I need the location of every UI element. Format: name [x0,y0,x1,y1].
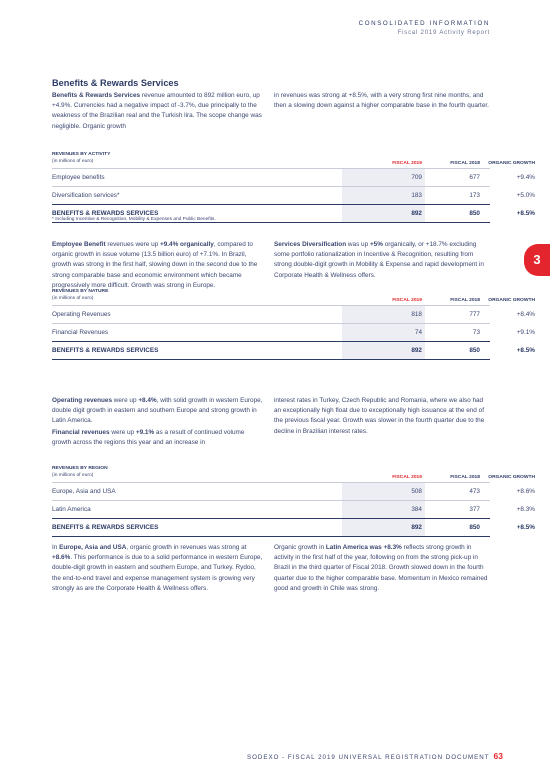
row-fy2018: 777 [469,311,480,318]
operating-revenues-growth: +8.4% [138,397,157,404]
table-total-row [52,341,535,360]
text-fragment: reflects strong growth in activity in the first half of the year, following on from the strong pick-up in Brazil in the third quarter of Fiscal 2018. Growth slowed down in the fourth quarter due to the higher comparable base. Momentum in Mexico remained good and growth in Chile was strong. [274,544,488,592]
europe-growth: +8.6% [52,554,71,562]
table-title: REVENUES BY ACTIVITY [52,152,111,157]
row-name: Europe, Asia and USA [52,488,116,495]
footer-text: SODEXO - FISCAL 2019 UNIVERSAL REGISTRATION DOCUMENT [246,754,490,761]
col-fiscal-2019: FISCAL 2019 [392,161,422,166]
table-unit: (in millions of euro) [52,295,94,301]
row-fy2019: 709 [411,174,422,181]
page-footer [247,751,503,761]
table-footnote: * Including Incentive & Recognition, Mobility & Expenses and Public Benefits. [52,217,216,222]
table-header [52,466,535,482]
col-organic-growth: ORGANIC GROWTH [488,475,535,480]
col-fiscal-2018: FISCAL 2018 [450,475,480,480]
diversification-growth: +5% [369,241,383,248]
revenues-by-nature-table [52,289,535,360]
table-label [52,152,110,165]
table-header [52,289,535,305]
employee-benefit-growth: +9.4% organically [159,241,214,248]
total-fy2019: 892 [411,347,422,354]
financial-revenues-lead: Financial revenues [52,429,110,436]
total-name: BENEFITS & REWARDS SERVICES [52,210,159,217]
table-row [52,500,535,518]
employee-benefit-lead: Employee Benefit [52,241,106,248]
row-growth: +8.4% [516,311,535,318]
revenues-by-activity-table [52,152,535,223]
table-row [52,482,535,500]
row-fy2019: 74 [414,329,422,336]
table-total-row [52,518,535,537]
operating-revenues-lead: Operating revenues [52,397,113,404]
intro-left-paragraph [52,91,264,132]
col-organic-growth: ORGANIC GROWTH [488,161,535,166]
row-name: Operating Revenues [52,311,111,318]
row-name: Latin America [52,506,91,513]
page-number: 63 [493,751,503,761]
row-growth: +9.1% [516,329,535,336]
table-label [52,466,108,479]
text-fragment: was up [346,241,370,248]
table-row [52,305,535,323]
section-title: CONSOLIDATED INFORMATION [358,20,490,27]
row-fy2018: 677 [469,174,480,181]
text-fragment: as a result of continued volume growth across the regions this year and an increase in [52,429,245,447]
total-growth: +8.5% [516,524,535,531]
row-name: Diversification services* [52,192,120,199]
text-fragment: , compared to organic growth in issue volume (13.5 billion euro) of +7.1%. In Brazil, growth was strong in the first half, slowing down in the second due to the strong comparable base and economic environment which became progressively more difficult. Growth was strong in Europe. [52,241,258,289]
text-fragment: , organic growth in revenues was strong at [126,544,247,551]
financial-revenues-paragraph [52,428,264,448]
europe-asia-usa-lead: Europe, Asia and USA [59,544,127,551]
row-fy2019: 508 [411,488,422,495]
total-fy2018: 850 [469,347,480,354]
table-label [52,289,108,302]
activity-left-paragraph [52,240,264,291]
region-left-paragraph [52,543,264,594]
activity-right-paragraph [274,240,490,281]
row-fy2018: 377 [469,506,480,513]
services-diversification-lead: Services Diversification [274,241,347,248]
row-fy2019: 818 [411,311,422,318]
row-fy2019: 183 [411,192,422,199]
page-title: Benefits & Rewards Services [52,78,179,88]
row-fy2019: 384 [411,506,422,513]
row-growth: +8.6% [516,488,535,495]
operating-revenues-paragraph [52,396,264,427]
col-organic-growth: ORGANIC GROWTH [488,298,535,303]
region-right-paragraph [274,543,490,594]
col-fiscal-2019: FISCAL 2019 [392,298,422,303]
col-fiscal-2018: FISCAL 2018 [450,161,480,166]
section-subtitle: Fiscal 2019 Activity Report [397,30,490,36]
row-name: Financial Revenues [52,329,109,336]
financial-revenues-growth: +9.1% [135,429,155,436]
text-fragment: Organic growth in [274,544,326,551]
table-unit: (in millions of euro) [52,472,94,478]
table-title: REVENUES BY REGION [52,466,108,471]
total-name: BENEFITS & REWARDS SERVICES [52,524,159,531]
row-name: Employee benefits [52,174,105,181]
table-title: REVENUES BY NATURE [52,289,109,294]
row-growth: +5.0% [516,192,535,199]
intro-left-text: revenue amounted to 892 million euro, up +4.9%. Currencies had a negative impact of -3.7%, due principally to the weakness of the Brazilian real and the Turkish lira. The scope change was negligible. Organic growth [52,92,262,130]
total-growth: +8.5% [516,347,535,354]
col-fiscal-2019: FISCAL 2019 [392,475,422,480]
text-fragment: revenues were up [105,241,160,248]
total-name: BENEFITS & REWARDS SERVICES [52,347,159,354]
row-fy2018: 73 [472,329,480,336]
revenues-by-region-table [52,466,535,537]
row-fy2018: 473 [469,488,480,495]
table-row [52,323,535,341]
text-fragment: were up [109,429,136,436]
table-header [52,152,535,168]
table-row [52,186,535,204]
intro-lead: Benefits & Rewards Services [52,92,141,99]
text-fragment: . This performance is due to a solid performance in western Europe, double-digit growth in eastern and southern Europe, and Turkey. Rydoo, the end-to-end travel and expense management system is growing very strongly as are the Corporate Health & Wellness offers. [52,554,263,592]
total-fy2018: 850 [469,210,480,217]
total-fy2019: 892 [411,524,422,531]
total-growth: +8.5% [516,210,535,217]
text-fragment: were up [112,397,139,404]
text-fragment: organically, or +18.7% excluding some portfolio rationalization in Incentive & Recognition, resulting from strong double-digit growth in Mobility & Expense and rapid development in Corporate Health & Wellness offers. [274,241,484,279]
text-fragment: In [52,544,60,551]
col-fiscal-2018: FISCAL 2018 [450,298,480,303]
chapter-tab-marker: 3 [524,244,550,276]
row-fy2018: 173 [469,192,480,199]
intro-right-paragraph: in revenues was strong at +8.5%, with a very strong first nine months, and then a slowing down against a higher comparable base in the fourth quarter. [274,92,489,110]
table-unit: (in millions of euro) [52,158,94,164]
nature-right-paragraph: interest rates in Turkey, Czech Republic and Romania, where we also had an exceptionally high float due to exceptionally high issuance at the end of the previous fiscal year. Growth was slower in the fourth quarter due to the decline in Brazilian interest rates. [274,397,485,435]
text-fragment: , with solid growth in western Europe, double digit growth in eastern and southern Europe and strong growth in Latin America. [52,397,263,425]
total-fy2018: 850 [469,524,480,531]
row-growth: +8.3% [516,506,535,513]
total-fy2019: 892 [411,210,422,217]
latin-america-growth: Latin America was +8.3% [325,544,402,551]
row-growth: +9.4% [516,174,535,181]
table-row [52,168,535,186]
